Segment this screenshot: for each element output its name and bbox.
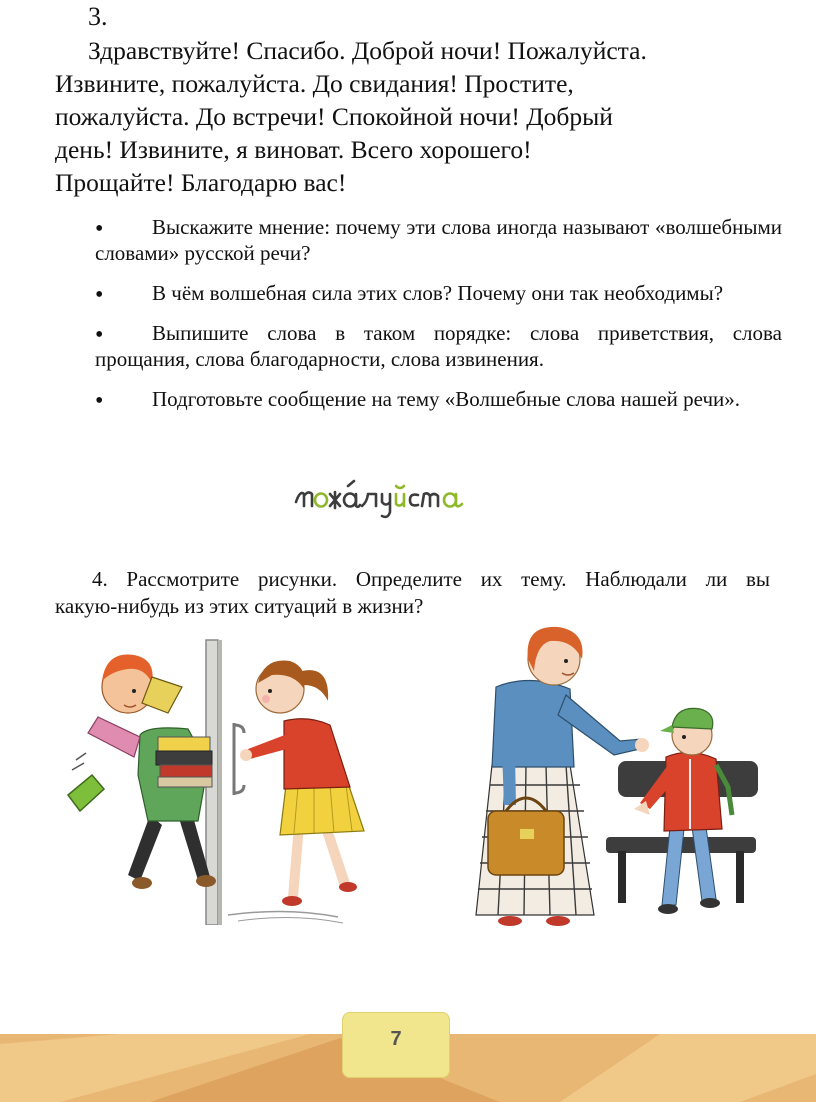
words-line: Здравствуйте! Спасибо. Доброй ночи! Пожалуйста. bbox=[88, 36, 647, 65]
bullet-marker: • bbox=[95, 216, 104, 242]
illustration-door-scene bbox=[58, 625, 398, 925]
boy-with-cap bbox=[634, 708, 732, 914]
handwritten-word bbox=[292, 472, 507, 520]
bullet-marker: • bbox=[95, 388, 104, 414]
question-text: Выпишите слова в таком порядке: слова приветствия, слова прощания, слова благодарности, слова извинения. bbox=[95, 321, 782, 371]
page-number: 7 bbox=[390, 1028, 402, 1050]
question-text: Выскажите мнение: почему эти слова иногда называют «волшебными словами» русской речи? bbox=[95, 215, 782, 265]
question-item bbox=[95, 386, 782, 412]
words-line: пожалуйста. До встречи! Спокойной ночи! Добрый bbox=[55, 102, 613, 131]
bullet-marker: • bbox=[95, 282, 104, 308]
question-text: Подготовьте сообщение на тему «Волшебные слова нашей речи». bbox=[152, 387, 740, 411]
question-item bbox=[95, 280, 782, 306]
question-item bbox=[95, 320, 782, 372]
girl-at-door bbox=[240, 660, 364, 906]
words-line: Извините, пожалуйста. До свидания! Простите, bbox=[55, 69, 574, 98]
words-line: Прощайте! Благодарю вас! bbox=[55, 168, 347, 197]
task-4 bbox=[55, 566, 770, 620]
question-item bbox=[95, 214, 782, 266]
section-number: 3. bbox=[88, 2, 108, 31]
task-4-line: какую-нибудь из этих ситуаций в жизни? bbox=[55, 594, 424, 618]
falling-book bbox=[68, 753, 104, 811]
words-line: день! Извините, я виноват. Всего хорошего! bbox=[55, 135, 532, 164]
illustration-bench-scene bbox=[470, 615, 770, 935]
words-paragraph bbox=[55, 34, 715, 199]
bullet-marker: • bbox=[95, 322, 104, 348]
boy-with-books bbox=[88, 655, 216, 889]
task-4-line: 4. Рассмотрите рисунки. Определите их тему. Наблюдали ли вы bbox=[92, 567, 770, 591]
question-list bbox=[95, 214, 782, 426]
question-text: В чём волшебная сила этих слов? Почему они так необходимы? bbox=[152, 281, 724, 305]
